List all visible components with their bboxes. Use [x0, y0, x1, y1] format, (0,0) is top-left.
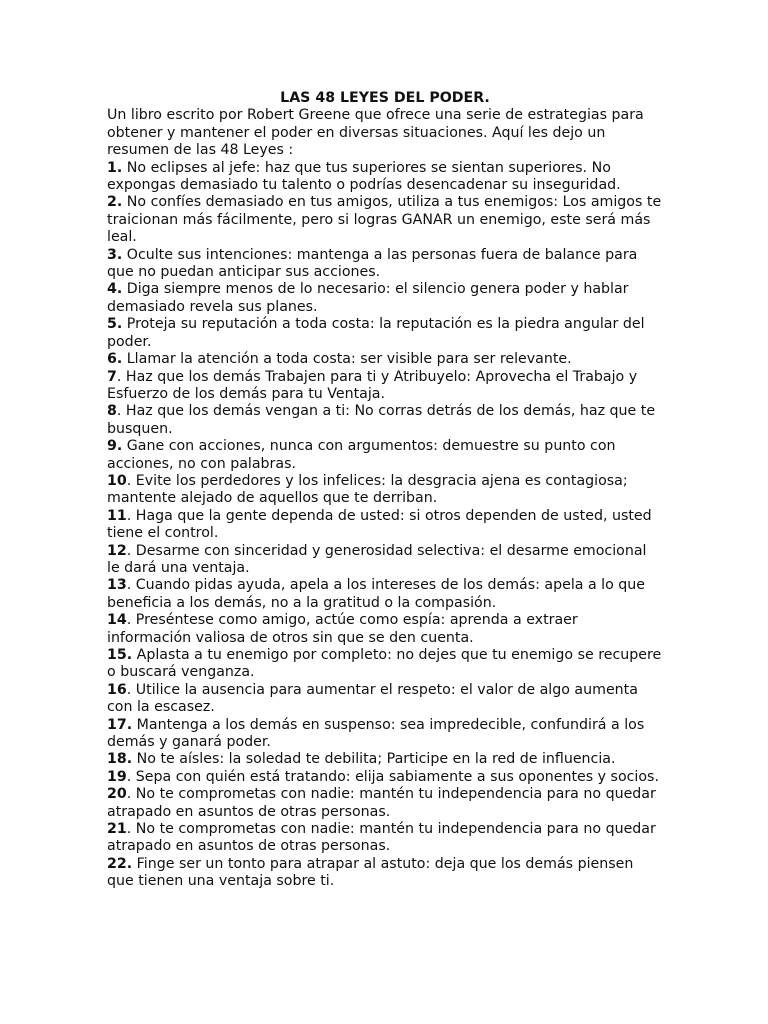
law-number: 8 [107, 403, 117, 420]
law-number: 10 [107, 472, 127, 489]
law-text: Aplasta a tu enemigo por completo: no dejes que tu enemigo se recupere o buscará venganza. [107, 647, 662, 681]
law-item [107, 769, 663, 786]
law-item [107, 821, 663, 856]
law-text: Proteja su reputación a toda costa: la reputación es la piedra angular del poder. [107, 316, 645, 350]
law-text: . Evite los perdedores y los infelices: la desgracia ajena es contagiosa; mantente alejado de aquellos que te derriban. [107, 472, 628, 507]
law-item [107, 247, 663, 282]
law-item [107, 682, 663, 717]
law-text: . Haz que los demás vengan a ti: No corras detrás de los demás, haz que te busquen. [107, 403, 656, 437]
law-text: . No te comprometas con nadie: mantén tu independencia para no quedar atrapado en asuntos de otras personas. [107, 821, 656, 855]
document-page [107, 90, 663, 891]
law-text: . Sepa con quién está tratando: elija sabiamente a sus oponentes y socios. [126, 768, 659, 785]
law-item [107, 508, 663, 543]
law-number: 4. [107, 281, 123, 298]
law-text: . Preséntese como amigo, actúe como espía: aprenda a extraer información valiosa de otros sin que se den cuenta. [107, 612, 578, 646]
law-item [107, 647, 663, 682]
law-number: 21 [107, 821, 127, 838]
law-item [107, 438, 663, 473]
law-number: 18. [107, 751, 133, 768]
law-item [107, 612, 663, 647]
law-text: No eclipses al jefe: haz que tus superiores se sientan superiores. No expongas demasiado tu talento o podrías desencadenar su inseguridad. [107, 159, 621, 194]
law-text: . Cuando pidas ayuda, apela a los intereses de los demás: apela a lo que beneficia a los demás, no a la gratitud o la compasión. [107, 577, 646, 611]
law-number: 15. [107, 647, 133, 663]
law-number: 9. [107, 438, 123, 455]
law-number: 19 [107, 768, 127, 785]
law-item [107, 543, 663, 578]
law-number: 14 [107, 612, 127, 629]
law-item [107, 751, 663, 768]
law-number: 11 [107, 507, 127, 524]
law-number: 2. [107, 194, 123, 211]
law-number: 3. [107, 246, 123, 263]
law-text: . Haz que los demás Trabajen para ti y Atribuyelo: Aprovecha el Trabajo y Esfuerzo de los demás para tu Ventaja. [107, 368, 638, 402]
law-item [107, 160, 663, 195]
law-text: . Haga que la gente dependa de usted: si otros dependen de usted, usted tiene el control. [107, 507, 652, 542]
document-intro: Un libro escrito por Robert Greene que ofrece una serie de estrategias para obtener y mantener el poder en diversas situaciones. Aquí les dejo un resumen de las 48 Leyes : [107, 107, 644, 159]
law-text: No te aísles: la soledad te debilita; Participe en la red de influencia. [132, 751, 616, 768]
law-text: Gane con acciones, nunca con argumentos: demuestre su punto con acciones, no con palabras. [107, 438, 616, 472]
law-item [107, 351, 663, 368]
law-number: 7 [107, 368, 117, 385]
law-number: 16 [107, 681, 127, 698]
law-item [107, 856, 663, 891]
law-item [107, 403, 663, 438]
law-item [107, 786, 663, 821]
law-item [107, 717, 663, 752]
law-item [107, 194, 663, 246]
law-text: Diga siempre menos de lo necesario: el silencio genera poder y hablar demasiado revela sus planes. [107, 281, 629, 315]
law-text: Mantenga a los demás en suspenso: sea impredecible, confundirá a los demás y ganará poder. [107, 716, 645, 751]
law-item [107, 281, 663, 316]
law-number: 6. [107, 351, 123, 368]
law-number: 22. [107, 855, 133, 872]
law-text: . No te comprometas con nadie: mantén tu independencia para no quedar atrapado en asuntos de otras personas. [107, 786, 656, 820]
law-number: 5. [107, 316, 123, 333]
law-text: Finge ser un tonto para atrapar al astuto: deja que los demás piensen que tienen una ventaja sobre ti. [107, 855, 634, 890]
law-text: Llamar la atención a toda costa: ser visible para ser relevante. [122, 351, 572, 368]
document-title: LAS 48 LEYES DEL PODER. [280, 90, 490, 106]
law-item [107, 577, 663, 612]
law-number: 17. [107, 716, 133, 733]
law-text: No confíes demasiado en tus amigos, utiliza a tus enemigos: Los amigos te traicionan más fácilmente, pero si logras GANAR un enemigo, este será más leal. [107, 194, 662, 246]
law-text: . Utilice la ausencia para aumentar el respeto: el valor de algo aumenta con la escasez. [107, 681, 638, 716]
law-number: 13 [107, 577, 127, 594]
law-number: 12 [107, 542, 127, 559]
law-item [107, 316, 663, 351]
law-number: 1. [107, 159, 123, 176]
law-item [107, 369, 663, 404]
law-number: 20 [107, 786, 127, 803]
law-text: Oculte sus intenciones: mantenga a las personas fuera de balance para que no puedan anticipar sus acciones. [107, 246, 638, 281]
law-item [107, 473, 663, 508]
laws-list [107, 160, 663, 891]
law-text: . Desarme con sinceridad y generosidad selectiva: el desarme emocional le dará una ventaja. [107, 542, 647, 576]
